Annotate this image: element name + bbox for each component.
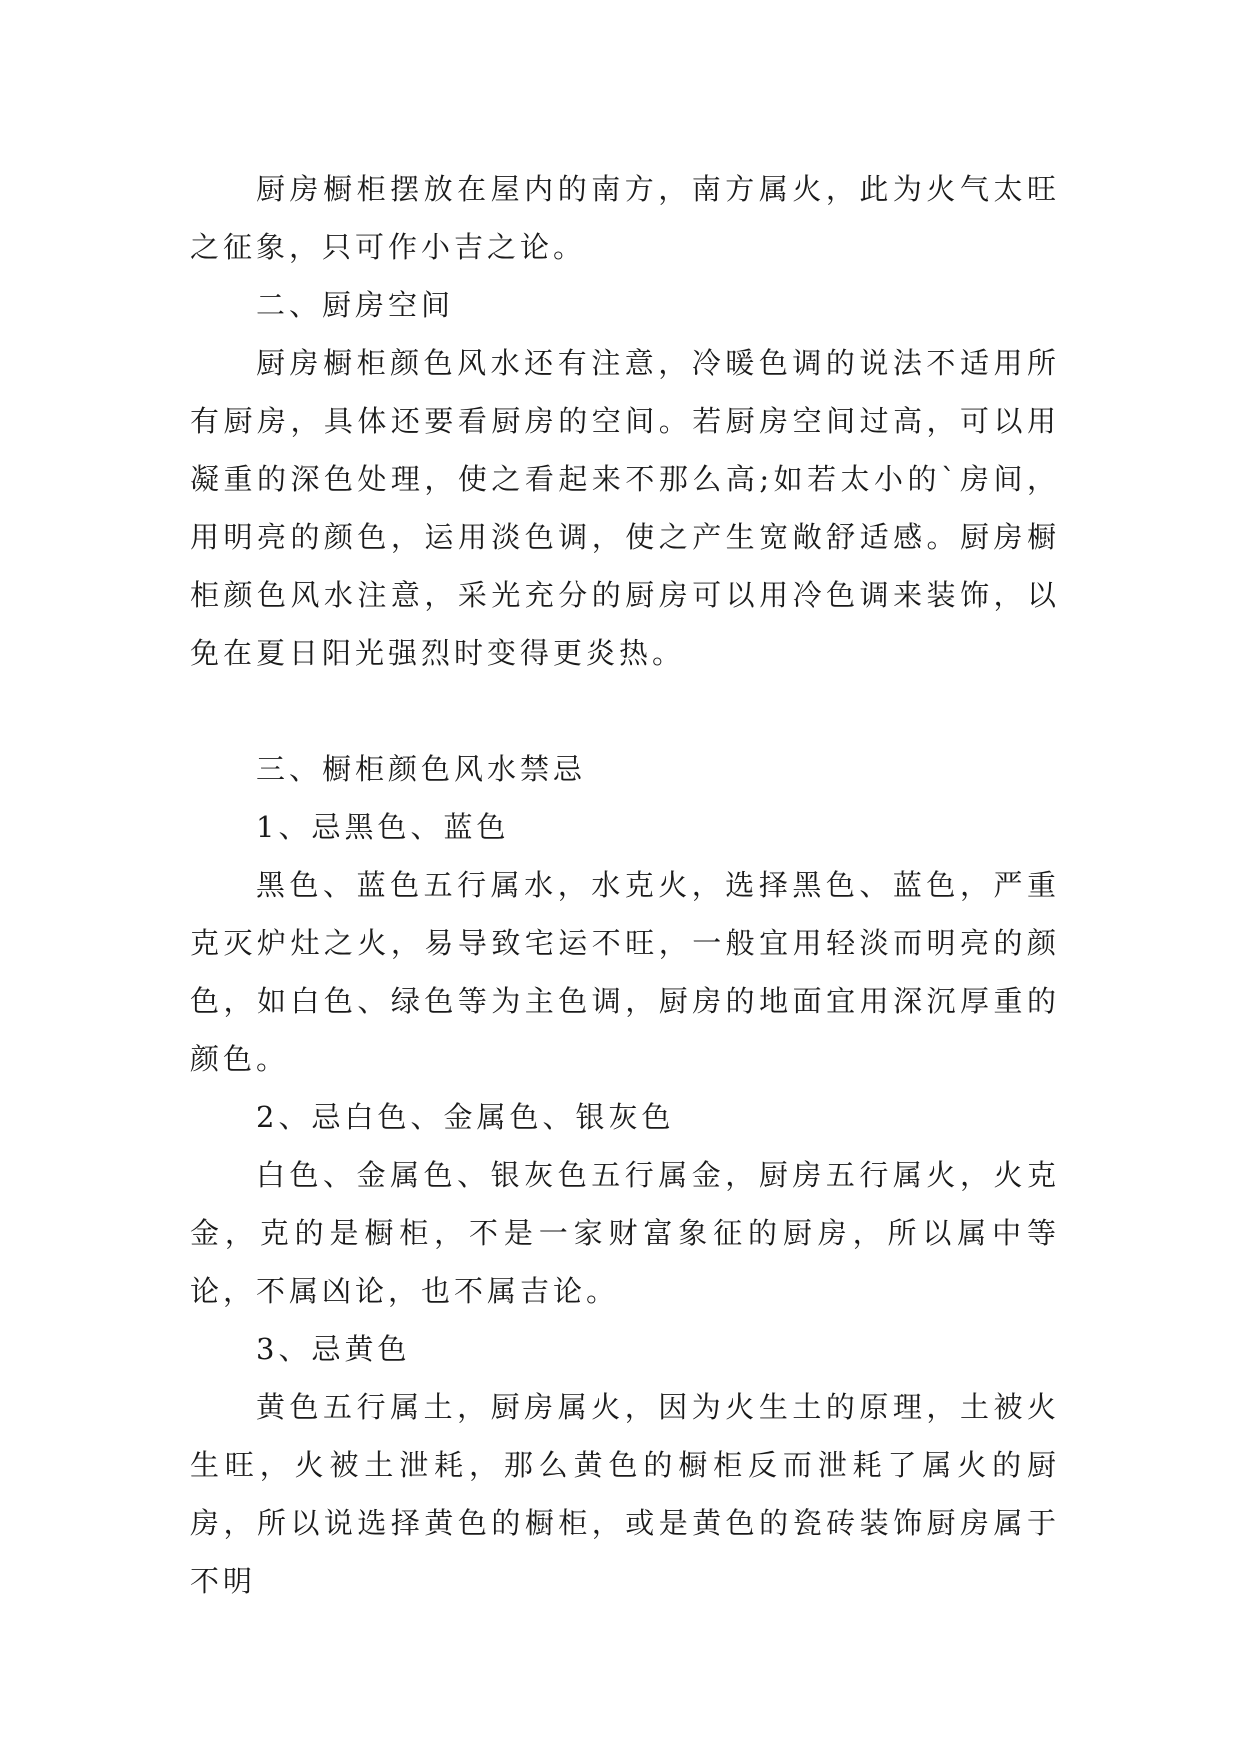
paragraph-intro: 厨房橱柜摆放在屋内的南方，南方属火，此为火气太旺之征象，只可作小吉之论。 <box>190 172 1060 264</box>
subheading-yellow: 3、忌黄色 <box>256 1332 411 1366</box>
paragraph-black-blue: 黑色、蓝色五行属水，水克火，选择黑色、蓝色，严重克灭炉灶之火，易导致宅运不旺，一般宜用轻淡而明亮的颜色，如白色、绿色等为主色调，厨房的地面宜用深沉厚重的颜色。 <box>190 868 1060 1076</box>
heading-taboos: 三、橱柜颜色风水禁忌 <box>256 752 587 786</box>
subheading-white-metal: 2、忌白色、金属色、银灰色 <box>256 1100 675 1134</box>
paragraph-white-metal: 白色、金属色、银灰色五行属金，厨房五行属火，火克金，克的是橱柜，不是一家财富象征的厨房，所以属中等论，不属凶论，也不属吉论。 <box>190 1158 1060 1308</box>
subheading-black-blue: 1、忌黑色、蓝色 <box>256 810 510 844</box>
paragraph-kitchen-space: 厨房橱柜颜色风水还有注意，冷暖色调的说法不适用所有厨房，具体还要看厨房的空间。若厨房空间过高，可以用凝重的深色处理，使之看起来不那么高;如若太小的`房间，用明亮的颜色，运用淡色调，使之产生宽敞舒适感。厨房橱柜颜色风水注意，采光充分的厨房可以用冷色调来装饰，以免在夏日阳光强烈时变得更炎热。 <box>190 346 1060 670</box>
heading-kitchen-space: 二、厨房空间 <box>256 288 455 322</box>
section-gap <box>190 682 1060 740</box>
document-body <box>190 160 1060 1610</box>
paragraph-yellow: 黄色五行属土，厨房属火，因为火生土的原理，土被火生旺，火被土泄耗，那么黄色的橱柜反而泄耗了属火的厨房，所以说选择黄色的橱柜，或是黄色的瓷砖装饰厨房属于不明 <box>190 1390 1060 1598</box>
